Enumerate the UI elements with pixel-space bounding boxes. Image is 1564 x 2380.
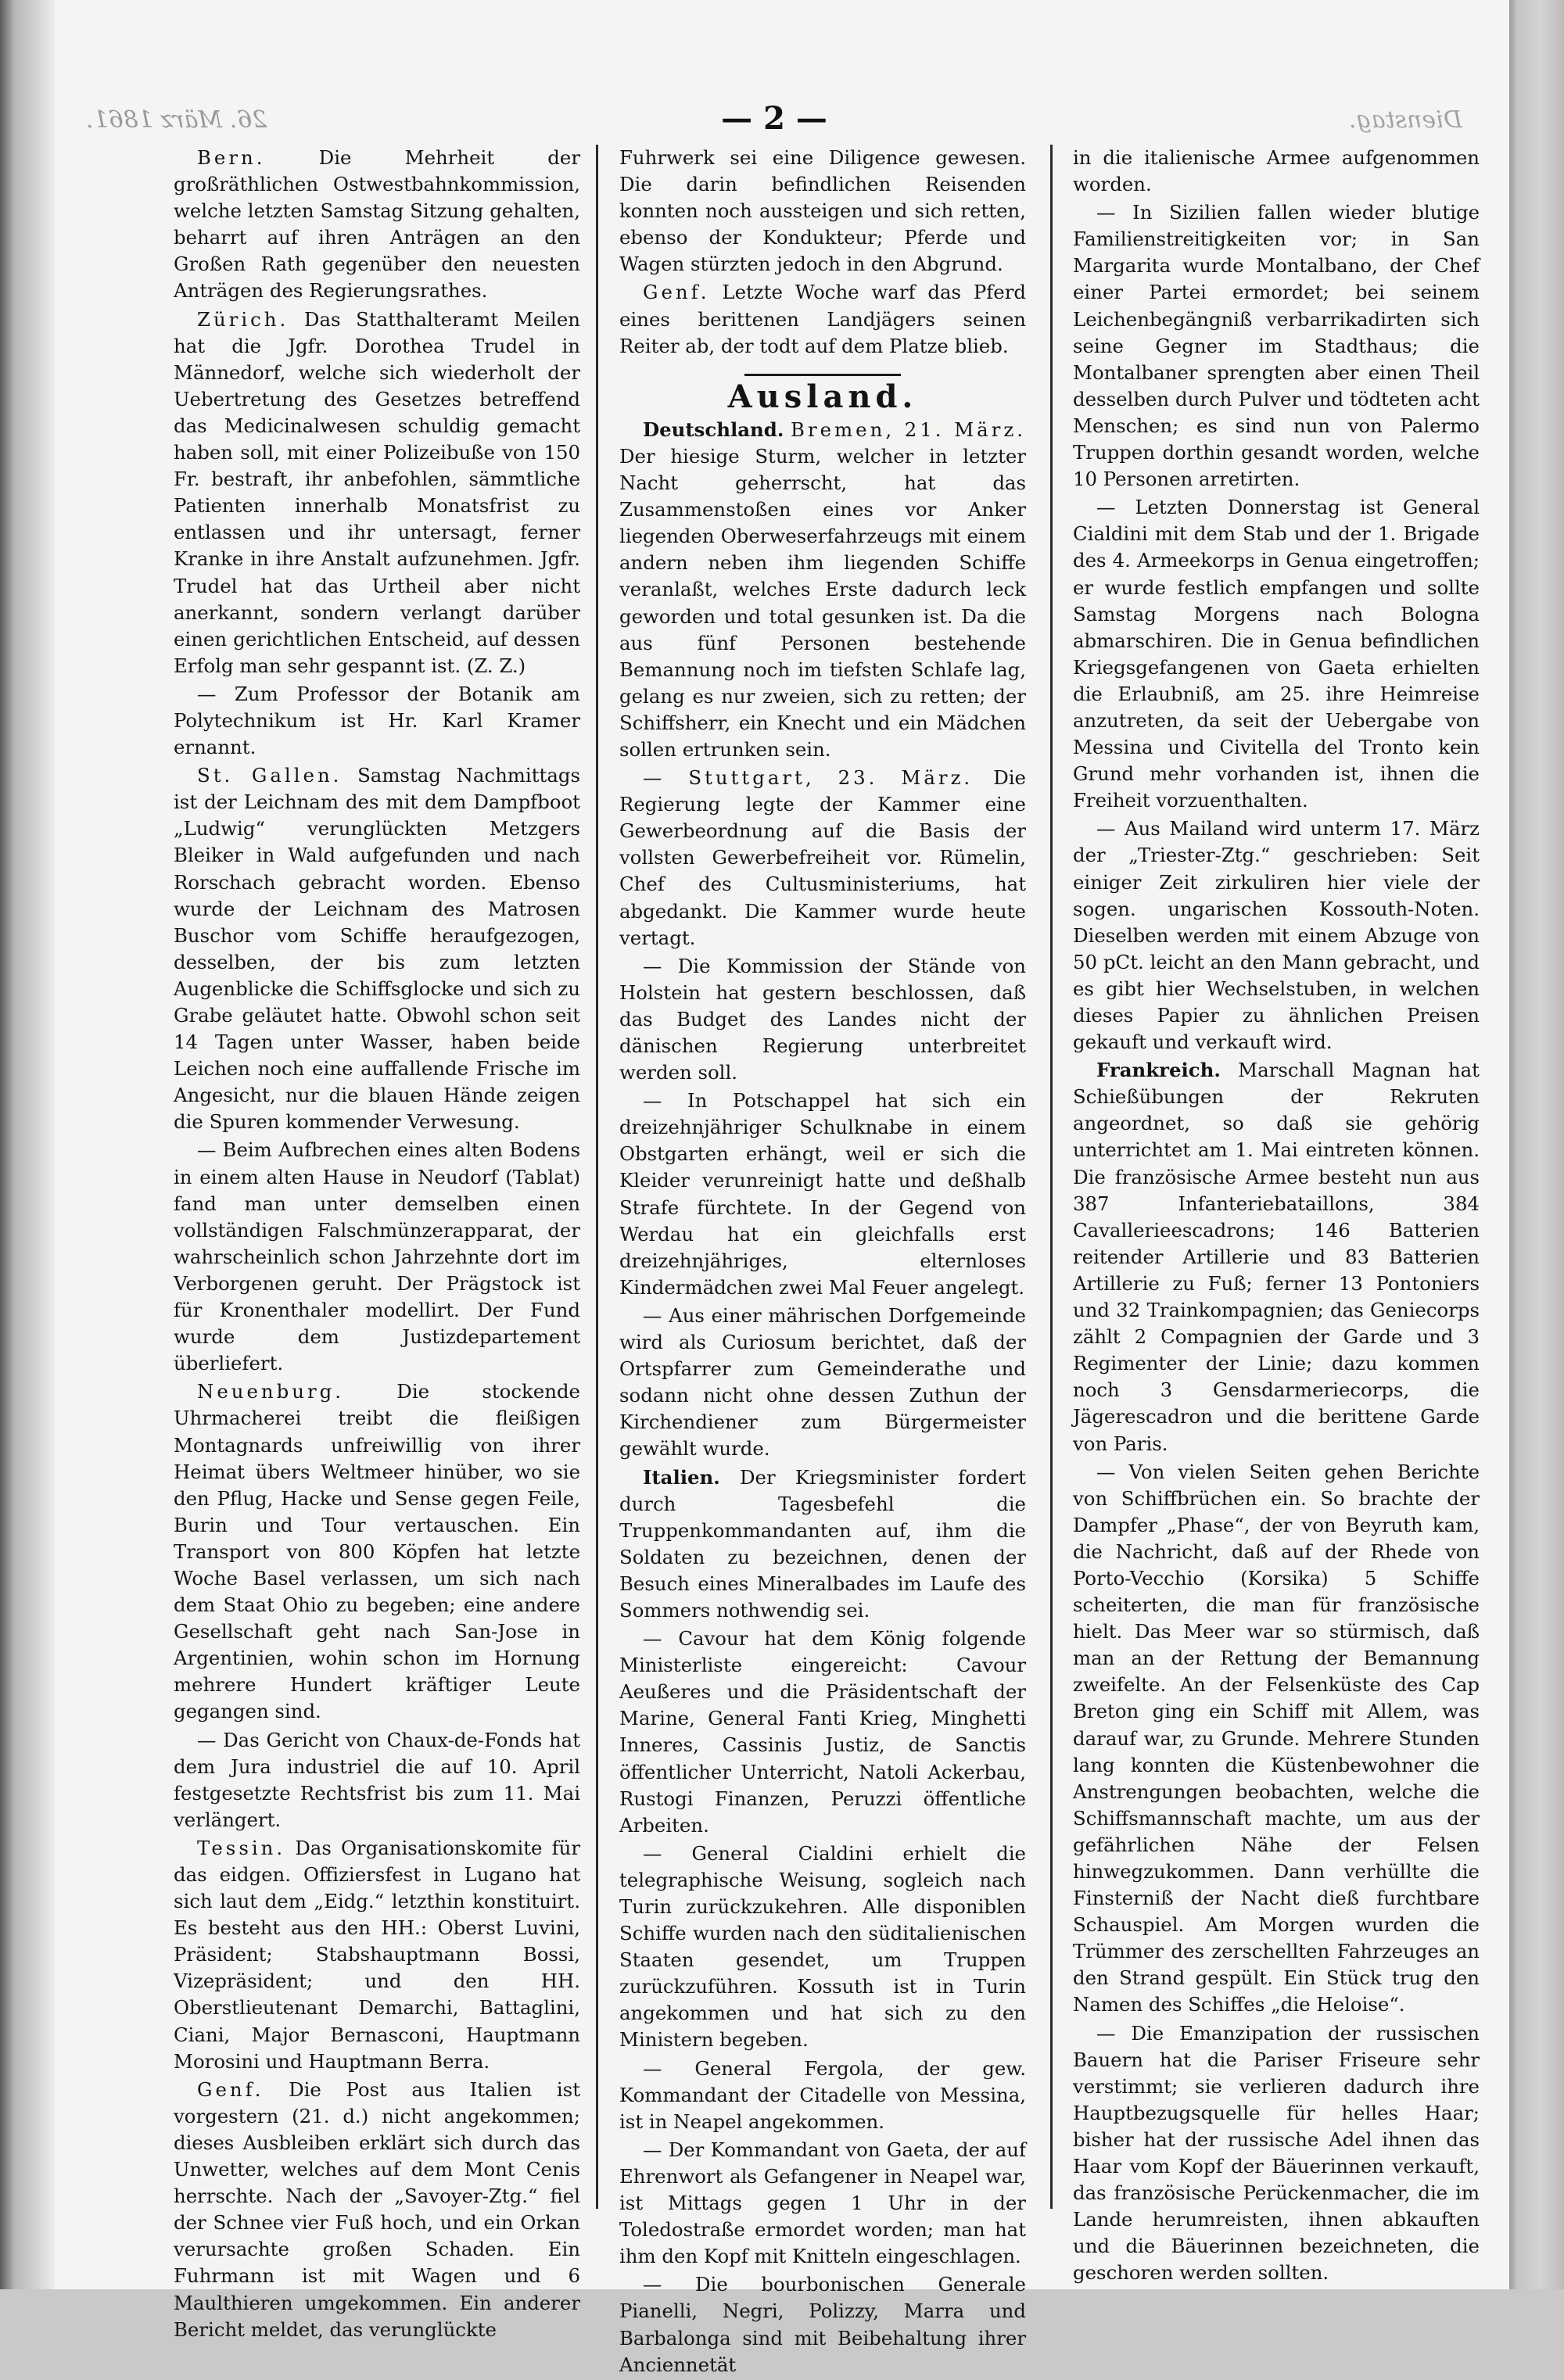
article-paragraph (619, 2056, 1026, 2135)
article-text: — Die Kommission der Stände von Holstein hat gestern beschlossen, daß das Budget des Landes nicht der dänischen Regierung unterbreitet werden soll. (619, 954, 1026, 1084)
article-text: Das Organisationskomite für das eidgen. Offiziersfest in Lugano hat sich laut dem „Eidg.“ letzthin konstituirt. Es besteht aus den HH.: Oberst Luvini, Präsident; Stabshauptmann Bossi, Vizepräsident; und den HH. Oberstlieutenant Demarchi, Battaglini, Ciani, Major Bernasconi, Hauptmann Morosini und Hauptmann Berra. (174, 1836, 580, 2073)
article-text: — In Sizilien fallen wieder blutige Familienstreitigkeiten vor; in San Margarita wurde Montalbano, der Chef einer Partei ermordet; bei seinem Leichenbegängniß verbarrikadirten sich seine Gegner im Stadthaus; die Montalbaner sprengten aber einen Theil desselben durch Pulver und tödteten acht Menschen; es sind nun von Palermo Truppen dorthin gesandt worden, welche 10 Personen arretirten. (1073, 201, 1480, 491)
article-text: Fuhrwerk sei eine Diligence gewesen. Die darin befindlichen Reisenden konnten noch aussteigen und sich retten, ebenso der Kondukteur; Pferde und Wagen stürzten jedoch in den Abgrund. (619, 146, 1026, 276)
article-paragraph (619, 1303, 1026, 1463)
bleed-through-weekday: Dienstag. (1349, 106, 1462, 134)
article-paragraph (619, 2271, 1026, 2378)
article-text: Die Mehrheit der großräthlichen Ostwestbahnkommission, welche letzten Samstag Sitzung gehalten, beharrt auf ihren Anträgen an den Großen Rath gegenüber den neuesten Anträgen des Regierungsrathes. (174, 146, 580, 303)
article-paragraph (174, 306, 580, 679)
article-text: — Zum Professor der Botanik am Polytechnikum ist Hr. Karl Kramer ernannt. (174, 682, 580, 759)
dateline: Tessin. (197, 1836, 286, 1859)
article-paragraph (174, 1835, 580, 2075)
article-text: — Von vielen Seiten gehen Berichte von Schiffbrüchen ein. So brachte der Dampfer „Phase“, der von Beyruth kam, die Nachricht, daß auf der Rhede von Porto-Vecchio (Korsika) 5 Schiffe scheiterten, die man für französische hielt. Das Meer war so stürmisch, daß man an der Rettung der Bemannung zweifelte. An der Felsenküste des Cap Breton ging ein Schiff mit Allem, was darauf war, zu Grunde. Mehrere Stunden lang konnten die Küstenbewohner die Anstrengungen beobachten, welche die Schiffsmannschaft machte, um aus der gefährlichen Nähe der Felsen hinwegzukommen. Dann verhüllte die Finsterniß der Nacht dieß furchtbare Schauspiel. Am Morgen wurden die Trümmer des zerschellten Fahrzeuges an den Strand gespült. Ein Stück trug den Namen des Schiffes „die Heloise“. (1073, 1460, 1480, 2016)
article-text: — Aus Mailand wird unterm 17. März der „Triester-Ztg.“ geschrieben: Seit einiger Zeit zirkuliren hier viele der sogen. ungarischen Kossouth-Noten. Dieselben werden mit einem Abzuge von 50 pCt. leicht an den Mann gebracht, und es gibt hier Wechselstuben, in welchen dieses Papier zu ähnlichen Preisen gekauft und verkauft wird. (1073, 817, 1480, 1054)
article-text: — Letzten Donnerstag ist General Cialdini mit dem Stab und der 1. Brigade des 4. Armeekorps in Genua eingetroffen; er wurde festlich empfangen und sollte Samstag Morgens nach Bologna abmarschiren. Die in Genua befindlichen Kriegsgefangenen von Gaeta erhielten die Erlaubniß, am 25. ihre Heimreise anzutreten, da seit der Uebergabe von Messina und Civitella del Tronto kein Grund mehr vorhanden ist, ihnen die Freiheit vorzuenthalten. (1073, 496, 1480, 812)
article-paragraph (619, 765, 1026, 952)
page-number: — 2 — (721, 100, 827, 137)
column-divider-2 (1050, 145, 1053, 2209)
dateline: Genf. (643, 281, 710, 304)
middle-column-foreign (619, 417, 1026, 2378)
country-heading: Deutschland. (643, 418, 784, 441)
article-text: — Das Gericht von Chaux-de-Fonds hat dem Jura industriel die auf 10. April festgesetzte Rechtsfrist bis zum 11. Mai verlängert. (174, 1728, 580, 1831)
article-text: in die italienische Armee aufgenommen worden. (1073, 146, 1480, 196)
article-paragraph (174, 1378, 580, 1725)
dateline: Zürich. (197, 307, 289, 331)
article-paragraph (174, 145, 580, 305)
article-text: Die Regierung legte der Kammer eine Gewerbeordnung auf die Basis der vollsten Gewerbefreiheit vor. Rümelin, Chef des Cultusministeriums, hat abgedankt. Die Kammer wurde heute vertagt. (619, 766, 1026, 949)
dateline: St. Gallen. (197, 764, 343, 787)
article-text: — Der Kommandant von Gaeta, der auf Ehrenwort als Gefangener in Neapel war, ist Mittags gegen 1 Uhr in der Toledostraße ermordet worden; man hat ihm den Kopf mit Knitteln eingeschlagen. (619, 2138, 1026, 2268)
ausland-heading: Ausland. (727, 378, 918, 415)
article-text: Samstag Nachmittags ist der Leichnam des mit dem Dampfboot „Ludwig“ verunglückten Metzgers Bleiker in Wald aufgefunden und nach Rorschach gebracht worden. Ebenso wurde der Leichnam des Matrosen Buschor vom Schiffe heraufgezogen, desselben, der bis zum letzten Augenblicke die Schiffsglocke und sich zu Grabe geläutet hatte. Obwohl schon seit 14 Tagen unter Wasser, haben beide Leichen noch eine auffallende Frische im Angesicht, nur die blauen Hände zeigen die Spuren kommender Verwesung. (174, 764, 580, 1134)
article-paragraph (1073, 815, 1480, 1056)
article-paragraph (619, 1625, 1026, 1839)
country-heading: Frankreich. (1096, 1059, 1221, 1082)
article-paragraph (1073, 494, 1480, 814)
article-paragraph (174, 1137, 580, 1377)
page-header (78, 100, 1470, 147)
article-paragraph (174, 2077, 580, 2343)
article-paragraph (619, 1841, 1026, 2054)
article-text: — Aus einer mährischen Dorfgemeinde wird als Curiosum berichtet, daß der Ortspfarrer zum Gemeinderathe und sodann nicht ohne dessen Zuthun der Kirchendiener zum Bürgermeister gewählt wurde. (619, 1303, 1026, 1461)
article-text: Marschall Magnan hat Schießübungen der Rekruten angeordnet, so daß sie gehörig unterrichtet am 1. Mai eintreten können. Die französische Armee besteht nun aus 387 Infanteriebataillons, 384 Cavallerieescadrons; 146 Batterien reitender Artillerie und 83 Batterien Artillerie zu Fuß; ferner 13 Pontoniers und 32 Trainkompagnien; das Geniecorps zählt 2 Compagnien der Garde und 3 Regimenter der Linie; dazu kommen noch 3 Gensdarmeriecorps, die Jägerescadron und die berittene Garde von Paris. (1073, 1059, 1480, 1455)
article-paragraph (1073, 145, 1480, 198)
article-text: Der hiesige Sturm, welcher in letzter Nacht geherrscht, hat das Zusammenstoßen eines vor Anker liegenden Oberweserfahrzeugs mit einem andern neben ihm liegenden Schiffe veranlaßt, welches Erste dadurch leck geworden und total gesunken ist. Da die aus fünf Personen bestehende Bemannung noch im tiefsten Schlafe lag, gelang es nur zweien, sich zu retten; der Schiffsherr, ein Knecht und ein Mädchen sollen ertrunken sein. (619, 444, 1026, 761)
article-paragraph (174, 681, 580, 761)
article-paragraph (1073, 199, 1480, 493)
article-text: — Cavour hat dem König folgende Ministerliste eingereicht: Cavour Aeußeres und die Präsidentschaft der Marine, General Fanti Krieg, Minghetti Inneres, Cassinis Justiz, de Sanctis öffentlicher Unterricht, Natoli Ackerbau, Rustogi Finanzen, Peruzzi öffentliche Arbeiten. (619, 1627, 1026, 1837)
column-divider-1 (596, 145, 598, 2209)
article-paragraph (174, 1727, 580, 1833)
article-paragraph (619, 145, 1026, 278)
article-paragraph (619, 1088, 1026, 1301)
article-paragraph (619, 953, 1026, 1086)
article-text: — Beim Aufbrechen eines alten Bodens in einem alten Hause in Neudorf (Tablat) fand man unter demselben einen vollständigen Falschmünzerapparat, der wahrscheinlich schon Jahrzehnte dort im Verborgenen geruht. Der Prägstock ist für Kronenthaler modellirt. Der Fund wurde dem Justizdepartement überliefert. (174, 1138, 580, 1375)
article-paragraph (619, 1464, 1026, 1625)
article-paragraph (619, 279, 1026, 359)
article-text: — In Potschappel hat sich ein dreizehnjähriger Schulknabe in einem Obstgarten erhängt, weil er sich die Kleider verunreinigt hatte und deßhalb Strafe fürchtete. In der Gegend von Werdau hat ein gleichfalls erst dreizehnjähriges, elternloses Kindermädchen zwei Mal Feuer angelegt. (619, 1089, 1026, 1299)
dateline: Bern. (197, 146, 266, 169)
article-text: Der Kriegsminister fordert durch Tagesbefehl die Truppenkommandanten auf, ihm die Soldaten zu bezeichnen, denen der Besuch eines Mineralbades im Laufe des Sommers nothwendig sei. (619, 1465, 1026, 1622)
article-text: — Die bourbonischen Generale Pianelli, Negri, Polizzy, Marra und Barbalonga sind mit Beibehaltung ihrer Anciennetät (619, 2273, 1026, 2376)
article-paragraph (1073, 1057, 1480, 1457)
dateline: Neuenburg. (197, 1380, 344, 1403)
left-column (174, 145, 580, 2345)
article-paragraph (619, 2137, 1026, 2270)
article-text: — General Fergola, der gew. Kommandant der Citadelle von Messina, ist in Neapel angekommen. (619, 2056, 1026, 2133)
article-text: Die Post aus Italien ist vorgestern (21. d.) nicht angekommen; dieses Ausbleiben erklärt sich durch das Unwetter, welches auf dem Mont Cenis herrschte. Nach der „Savoyer-Ztg.“ fiel der Schnee vier Fuß hoch, und ein Orkan verursachte großen Schaden. Ein Fuhrmann ist mit Wagen und 6 Maulthieren umgekommen. Ein anderer Bericht meldet, das verunglückte (174, 2077, 580, 2341)
middle-column (619, 145, 1026, 2380)
right-column (1073, 145, 1480, 2289)
section-rule (744, 374, 901, 376)
middle-column-domestic (619, 145, 1026, 360)
article-paragraph (1073, 1459, 1480, 2019)
dateline: Bremen, 21. März. (791, 418, 1026, 441)
dateline: — Stuttgart, 23. März. (643, 766, 974, 790)
article-text: — General Cialdini erhielt die telegraphische Weisung, sogleich nach Turin zurückzukehren. Alle disponiblen Schiffe wurden nach den süditalienischen Staaten gesendet, um Truppen zurückzuführen. Kossuth ist in Turin angekommen und hat sich zu den Ministern begeben. (619, 1841, 1026, 2052)
article-text: Das Statthalteramt Meilen hat die Jgfr. Dorothea Trudel in Männedorf, welche sich wiederholt der Uebertretung des Gesetzes betreffend das Medicinalwesen schuldig gemacht haben soll, mit einer Polizeibuße von 150 Fr. bestraft, ihr anbefohlen, sämmtliche Patienten innerhalb Monatsfrist zu entlassen und ihr untersagt, ferner Kranke in ihre Anstalt aufzunehmen. Jgfr. Trudel hat das Urtheil aber nicht anerkannt, sondern verlangt darüber einen gerichtlichen Entscheid, auf dessen Erfolg man sehr gespannt ist. (Z. Z.) (174, 307, 580, 677)
article-text: Die stockende Uhrmacherei treibt die fleißigen Montagnards unfreiwillig von ihrer Heimat übers Weltmeer hinüber, wo sie den Pflug, Hacke und Sense gegen Feile, Burin und Tour vertauschen. Ein Transport von 800 Köpfen hat letzte Woche Basel verlassen, um sich nach dem Staat Ohio zu begeben; eine andere Gesellschaft geht nach San-Jose in Argentinien, wohin schon im Hornung mehrere Hundert kräftiger Leute gegangen sind. (174, 1380, 580, 1723)
article-text: — Die Emanzipation der russischen Bauern hat die Pariser Friseure sehr verstimmt; sie verlieren dadurch ihre Hauptbezugsquelle für helles Haar; bisher hat der russische Adel ihnen das Haar vom Kopf der Bäuerinnen verkauft, das französische Perückenmacher, die im Lande herumreisten, ihnen abkauften und die Bäuerinnen bezeichneten, die geschoren werden sollten. (1073, 2021, 1480, 2285)
page-gutter-shadow (0, 0, 55, 2289)
page-edge-strip (1509, 0, 1564, 2289)
dateline: Genf. (197, 2077, 264, 2101)
article-paragraph (619, 417, 1026, 763)
bleed-through-date: 26. März 1861. (86, 106, 267, 134)
article-paragraph (174, 762, 580, 1135)
article-text: Letzte Woche warf das Pferd eines berittenen Landjägers seinen Reiter ab, der todt auf dem Platze blieb. (619, 281, 1026, 357)
article-paragraph (1073, 2020, 1480, 2287)
country-heading: Italien. (643, 1465, 720, 1489)
